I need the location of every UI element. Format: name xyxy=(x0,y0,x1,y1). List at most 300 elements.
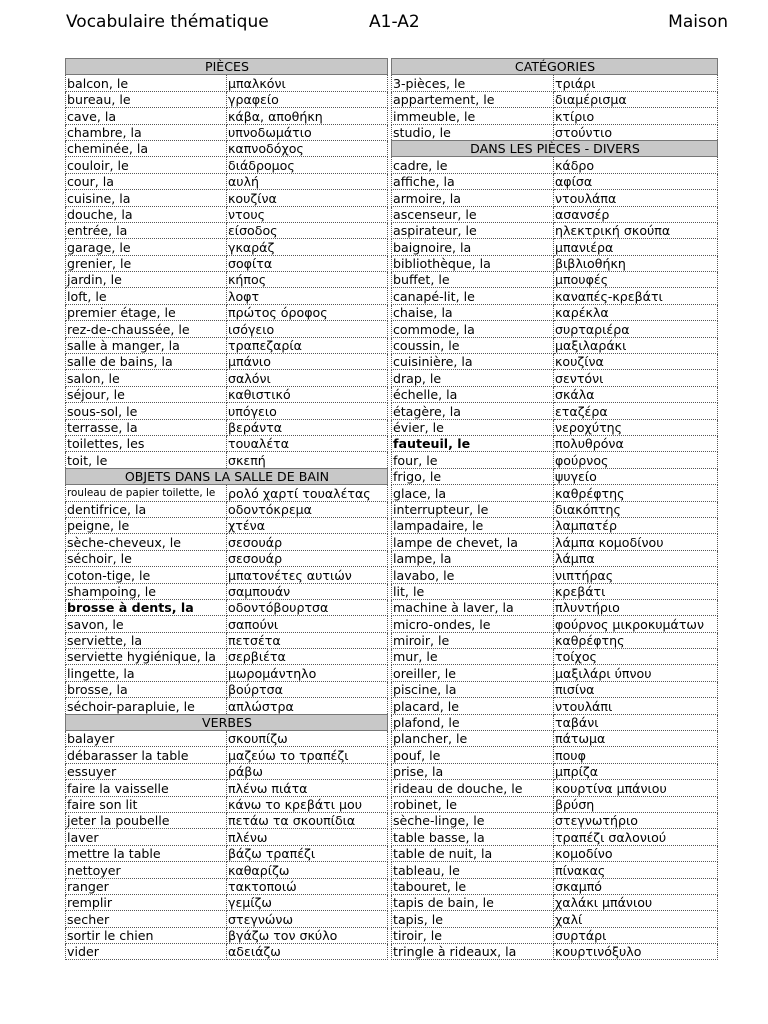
french-term: nettoyer xyxy=(66,862,227,878)
french-term: toit, le xyxy=(66,452,227,468)
vocab-row xyxy=(66,75,388,91)
french-term: faire son lit xyxy=(66,796,227,812)
section-header xyxy=(66,468,388,484)
french-term: studio, le xyxy=(392,124,554,140)
french-term: canapé-lit, le xyxy=(392,288,554,304)
vocab-row xyxy=(392,714,718,730)
vocab-row xyxy=(392,878,718,894)
french-term: four, le xyxy=(392,452,554,468)
vocab-row xyxy=(66,780,388,796)
greek-translation: ηλεκτρική σκούπα xyxy=(554,222,718,238)
vocab-row xyxy=(66,157,388,173)
vocab-row xyxy=(392,321,718,337)
vocab-row xyxy=(392,239,718,255)
greek-translation: διαμέρισμα xyxy=(554,91,718,107)
vocab-row xyxy=(66,829,388,845)
greek-translation: πετσέτα xyxy=(227,632,388,648)
greek-translation: συρταριέρα xyxy=(554,321,718,337)
greek-translation: σεσουάρ xyxy=(227,550,388,566)
greek-translation: λαμπατέρ xyxy=(554,517,718,533)
vocab-row xyxy=(66,370,388,386)
french-term: brosse à dents, la xyxy=(66,599,227,615)
greek-translation: μπανιέρα xyxy=(554,239,718,255)
vocab-row xyxy=(66,108,388,124)
greek-translation: τριάρι xyxy=(554,75,718,91)
vocab-row xyxy=(66,435,388,451)
vocab-row xyxy=(392,255,718,271)
greek-translation: καθρέφτης xyxy=(554,632,718,648)
greek-translation: κρεβάτι xyxy=(554,583,718,599)
vocab-row xyxy=(392,517,718,533)
greek-translation: ντουλάπι xyxy=(554,698,718,714)
section-header xyxy=(392,140,718,156)
french-term: placard, le xyxy=(392,698,554,714)
vocab-row xyxy=(392,75,718,91)
french-term: mettre la table xyxy=(66,845,227,861)
greek-translation: κτίριο xyxy=(554,108,718,124)
french-term: sous-sol, le xyxy=(66,403,227,419)
french-term: entrée, la xyxy=(66,222,227,238)
vocab-row xyxy=(66,616,388,632)
french-term: cave, la xyxy=(66,108,227,124)
vocab-row xyxy=(66,550,388,566)
greek-translation: βάζω τραπέζι xyxy=(227,845,388,861)
vocab-row xyxy=(66,911,388,927)
french-term: rez-de-chaussée, le xyxy=(66,321,227,337)
french-term: salle à manger, la xyxy=(66,337,227,353)
vocab-row xyxy=(392,681,718,697)
french-term: jardin, le xyxy=(66,272,227,288)
vocab-row xyxy=(66,747,388,763)
french-term: toilettes, les xyxy=(66,435,227,451)
french-term: immeuble, le xyxy=(392,108,554,124)
french-term: secher xyxy=(66,911,227,927)
french-term: commode, la xyxy=(392,321,554,337)
greek-translation: λάμπα κομοδίνου xyxy=(554,534,718,550)
greek-translation: μωρομάντηλο xyxy=(227,665,388,681)
vocabulary-table-left xyxy=(65,58,388,960)
french-term: échelle, la xyxy=(392,386,554,402)
greek-translation: κάβα, αποθήκη xyxy=(227,108,388,124)
french-term: douche, la xyxy=(66,206,227,222)
vocab-row xyxy=(392,944,718,960)
greek-translation: καθρέφτης xyxy=(554,485,718,501)
french-term: prise, la xyxy=(392,763,554,779)
section-title: OBJETS DANS LA SALLE DE BAIN xyxy=(66,468,388,484)
french-term: bureau, le xyxy=(66,91,227,107)
french-term: lit, le xyxy=(392,583,554,599)
vocab-row xyxy=(392,829,718,845)
greek-translation: βούρτσα xyxy=(227,681,388,697)
french-term: faire la vaisselle xyxy=(66,780,227,796)
greek-translation: υπνοδωμάτιο xyxy=(227,124,388,140)
greek-translation: στεγνώνω xyxy=(227,911,388,927)
french-term: oreiller, le xyxy=(392,665,554,681)
greek-translation: μαξιλάρι ύπνου xyxy=(554,665,718,681)
vocab-row xyxy=(392,599,718,615)
greek-translation: φούρνος xyxy=(554,452,718,468)
french-term: sortir le chien xyxy=(66,927,227,943)
vocab-row xyxy=(66,239,388,255)
french-term: tapis, le xyxy=(392,911,554,927)
vocab-row xyxy=(66,337,388,353)
french-term: grenier, le xyxy=(66,255,227,271)
theme-label: Maison xyxy=(668,12,728,32)
vocab-row xyxy=(392,288,718,304)
section-header xyxy=(66,59,388,75)
french-term: cadre, le xyxy=(392,157,554,173)
greek-translation: ντους xyxy=(227,206,388,222)
french-term: chambre, la xyxy=(66,124,227,140)
vocab-row xyxy=(66,681,388,697)
greek-translation: λοφτ xyxy=(227,288,388,304)
greek-translation: οδοντόκρεμα xyxy=(227,501,388,517)
french-term: lavabo, le xyxy=(392,567,554,583)
french-term: rouleau de papier toilette, le xyxy=(66,485,227,501)
french-term: micro-ondes, le xyxy=(392,616,554,632)
french-term: interrupteur, le xyxy=(392,501,554,517)
french-term: sèche-linge, le xyxy=(392,812,554,828)
vocab-row xyxy=(392,501,718,517)
greek-translation: σοφίτα xyxy=(227,255,388,271)
vocab-row xyxy=(392,386,718,402)
french-term: bibliothèque, la xyxy=(392,255,554,271)
greek-translation: σαμπουάν xyxy=(227,583,388,599)
vocab-row xyxy=(392,862,718,878)
french-term: laver xyxy=(66,829,227,845)
greek-translation: πρώτος όροφος xyxy=(227,304,388,320)
greek-translation: γραφείο xyxy=(227,91,388,107)
french-term: sèche-cheveux, le xyxy=(66,534,227,550)
french-term: séchoir-parapluie, le xyxy=(66,698,227,714)
french-term: frigo, le xyxy=(392,468,554,484)
greek-translation: πλένω xyxy=(227,829,388,845)
greek-translation: καρέκλα xyxy=(554,304,718,320)
greek-translation: πετάω τα σκουπίδια xyxy=(227,812,388,828)
french-term: affiche, la xyxy=(392,173,554,189)
greek-translation: οδοντόβουρτσα xyxy=(227,599,388,615)
greek-translation: σκάλα xyxy=(554,386,718,402)
vocab-row xyxy=(392,190,718,206)
greek-translation: πίνακας xyxy=(554,862,718,878)
french-term: table basse, la xyxy=(392,829,554,845)
vocab-row xyxy=(66,796,388,812)
french-term: table de nuit, la xyxy=(392,845,554,861)
vocab-row xyxy=(392,157,718,173)
vocab-row xyxy=(392,206,718,222)
greek-translation: συρτάρι xyxy=(554,927,718,943)
vocab-row xyxy=(66,878,388,894)
greek-translation: υπόγειο xyxy=(227,403,388,419)
greek-translation: σερβιέτα xyxy=(227,649,388,665)
french-term: miroir, le xyxy=(392,632,554,648)
vocab-row xyxy=(392,124,718,140)
section-header xyxy=(392,59,718,75)
french-term: loft, le xyxy=(66,288,227,304)
french-term: balayer xyxy=(66,731,227,747)
vocab-row xyxy=(66,354,388,370)
vocab-row xyxy=(66,173,388,189)
french-term: mur, le xyxy=(392,649,554,665)
vocab-row xyxy=(392,550,718,566)
greek-translation: είσοδος xyxy=(227,222,388,238)
french-term: vider xyxy=(66,944,227,960)
greek-translation: σαπούνι xyxy=(227,616,388,632)
vocab-row xyxy=(66,944,388,960)
document-title: Vocabulaire thématique xyxy=(66,12,269,32)
french-term: ranger xyxy=(66,878,227,894)
greek-translation: κομοδίνο xyxy=(554,845,718,861)
greek-translation: βγάζω τον σκύλο xyxy=(227,927,388,943)
greek-translation: μπαλκόνι xyxy=(227,75,388,91)
greek-translation: μπάνιο xyxy=(227,354,388,370)
greek-translation: απλώστρα xyxy=(227,698,388,714)
vocab-row xyxy=(66,698,388,714)
vocab-row xyxy=(66,255,388,271)
greek-translation: κουρτινόξυλο xyxy=(554,944,718,960)
greek-translation: τραπέζι σαλονιού xyxy=(554,829,718,845)
french-term: garage, le xyxy=(66,239,227,255)
vocab-row xyxy=(66,124,388,140)
vocab-row xyxy=(66,501,388,517)
french-term: terrasse, la xyxy=(66,419,227,435)
french-term: tableau, le xyxy=(392,862,554,878)
french-term: peigne, le xyxy=(66,517,227,533)
greek-translation: φούρνος μικροκυμάτων xyxy=(554,616,718,632)
vocab-row xyxy=(66,321,388,337)
french-term: tabouret, le xyxy=(392,878,554,894)
vocab-row xyxy=(392,780,718,796)
greek-translation: μπατονέτες αυτιών xyxy=(227,567,388,583)
greek-translation: σκουπίζω xyxy=(227,731,388,747)
vocab-row xyxy=(66,91,388,107)
french-term: dentifrice, la xyxy=(66,501,227,517)
vocab-row xyxy=(66,140,388,156)
vocab-row xyxy=(66,452,388,468)
greek-translation: καθαρίζω xyxy=(227,862,388,878)
vocab-row xyxy=(392,698,718,714)
vocab-row xyxy=(66,567,388,583)
vocab-row xyxy=(392,583,718,599)
french-term: pouf, le xyxy=(392,747,554,763)
vocab-row xyxy=(392,763,718,779)
section-title: DANS LES PIÈCES - DIVERS xyxy=(392,140,718,156)
greek-translation: γκαράζ xyxy=(227,239,388,255)
vocab-row xyxy=(392,485,718,501)
french-term: couloir, le xyxy=(66,157,227,173)
vocab-row xyxy=(392,812,718,828)
greek-translation: κουρτίνα μπάνιου xyxy=(554,780,718,796)
french-term: glace, la xyxy=(392,485,554,501)
greek-translation: μπουφές xyxy=(554,272,718,288)
greek-translation: κουζίνα xyxy=(554,354,718,370)
level-label: A1-A2 xyxy=(369,12,420,32)
vocab-row xyxy=(392,845,718,861)
vocab-row xyxy=(66,599,388,615)
french-term: tringle à rideaux, la xyxy=(392,944,554,960)
greek-translation: μαξιλαράκι xyxy=(554,337,718,353)
french-term: drap, le xyxy=(392,370,554,386)
greek-translation: μαζεύω το τραπέζι xyxy=(227,747,388,763)
section-title: PIÈCES xyxy=(66,59,388,75)
greek-translation: σεντόνι xyxy=(554,370,718,386)
greek-translation: αφίσα xyxy=(554,173,718,189)
greek-translation: πλένω πιάτα xyxy=(227,780,388,796)
french-term: tiroir, le xyxy=(392,927,554,943)
french-term: aspirateur, le xyxy=(392,222,554,238)
french-term: ascenseur, le xyxy=(392,206,554,222)
french-term: coussin, le xyxy=(392,337,554,353)
greek-translation: τραπεζαρία xyxy=(227,337,388,353)
vocab-row xyxy=(66,862,388,878)
french-term: brosse, la xyxy=(66,681,227,697)
vocab-row xyxy=(66,583,388,599)
vocab-row xyxy=(66,206,388,222)
greek-translation: πουφ xyxy=(554,747,718,763)
vocab-row xyxy=(66,649,388,665)
french-term: serviette hygiénique, la xyxy=(66,649,227,665)
french-term: tapis de bain, le xyxy=(392,894,554,910)
vocab-row xyxy=(66,812,388,828)
vocab-row xyxy=(392,272,718,288)
section-title: VERBES xyxy=(66,714,388,730)
vocab-row xyxy=(392,173,718,189)
greek-translation: ντουλάπα xyxy=(554,190,718,206)
greek-translation: ράβω xyxy=(227,763,388,779)
vocab-row xyxy=(392,927,718,943)
vocab-row xyxy=(66,403,388,419)
vocab-row xyxy=(392,370,718,386)
greek-translation: μπρίζα xyxy=(554,763,718,779)
french-term: étagère, la xyxy=(392,403,554,419)
vocab-row xyxy=(392,665,718,681)
greek-translation: διάδρομος xyxy=(227,157,388,173)
vocab-row xyxy=(66,731,388,747)
greek-translation: πάτωμα xyxy=(554,731,718,747)
vocab-row xyxy=(392,534,718,550)
greek-translation: κάνω το κρεβάτι μου xyxy=(227,796,388,812)
vocab-row xyxy=(392,452,718,468)
vocab-row xyxy=(66,517,388,533)
vocab-row xyxy=(66,665,388,681)
vocab-row xyxy=(392,747,718,763)
greek-translation: χαλάκι μπάνιου xyxy=(554,894,718,910)
french-term: buffet, le xyxy=(392,272,554,288)
greek-translation: καθιστικό xyxy=(227,386,388,402)
vocab-row xyxy=(66,485,388,501)
section-header xyxy=(66,714,388,730)
french-term: chaise, la xyxy=(392,304,554,320)
greek-translation: τακτοποιώ xyxy=(227,878,388,894)
greek-translation: πλυντήριο xyxy=(554,599,718,615)
greek-translation: κάδρο xyxy=(554,157,718,173)
greek-translation: χαλί xyxy=(554,911,718,927)
vocab-row xyxy=(392,894,718,910)
french-term: lampe, la xyxy=(392,550,554,566)
section-title: CATÉGORIES xyxy=(392,59,718,75)
greek-translation: βρύση xyxy=(554,796,718,812)
greek-translation: νεροχύτης xyxy=(554,419,718,435)
vocab-row xyxy=(66,845,388,861)
vocab-row xyxy=(66,419,388,435)
vocab-row xyxy=(392,419,718,435)
french-term: remplir xyxy=(66,894,227,910)
greek-translation: γεμίζω xyxy=(227,894,388,910)
vocabulary-table-right xyxy=(391,58,718,960)
greek-translation: τοίχος xyxy=(554,649,718,665)
greek-translation: εταζέρα xyxy=(554,403,718,419)
greek-translation: βιβλιοθήκη xyxy=(554,255,718,271)
french-term: baignoire, la xyxy=(392,239,554,255)
vocab-row xyxy=(392,403,718,419)
vocab-row xyxy=(66,222,388,238)
greek-translation: βεράντα xyxy=(227,419,388,435)
french-term: 3-pièces, le xyxy=(392,75,554,91)
greek-translation: λάμπα xyxy=(554,550,718,566)
vocab-row xyxy=(392,567,718,583)
vocab-row xyxy=(66,632,388,648)
french-term: piscine, la xyxy=(392,681,554,697)
vocab-row xyxy=(392,616,718,632)
greek-translation: πολυθρόνα xyxy=(554,435,718,451)
french-term: fauteuil, le xyxy=(392,435,554,451)
french-term: séchoir, le xyxy=(66,550,227,566)
french-term: lampadaire, le xyxy=(392,517,554,533)
french-term: cour, la xyxy=(66,173,227,189)
french-term: serviette, la xyxy=(66,632,227,648)
french-term: évier, le xyxy=(392,419,554,435)
vocab-row xyxy=(392,108,718,124)
french-term: salle de bains, la xyxy=(66,354,227,370)
french-term: rideau de douche, le xyxy=(392,780,554,796)
french-term: séjour, le xyxy=(66,386,227,402)
vocab-row xyxy=(392,354,718,370)
french-term: essuyer xyxy=(66,763,227,779)
french-term: balcon, le xyxy=(66,75,227,91)
vocab-row xyxy=(392,731,718,747)
greek-translation: σκεπή xyxy=(227,452,388,468)
vocab-row xyxy=(66,534,388,550)
greek-translation: πισίνα xyxy=(554,681,718,697)
greek-translation: σαλόνι xyxy=(227,370,388,386)
greek-translation: ψυγείο xyxy=(554,468,718,484)
vocab-row xyxy=(392,632,718,648)
greek-translation: χτένα xyxy=(227,517,388,533)
greek-translation: αυλή xyxy=(227,173,388,189)
french-term: coton-tige, le xyxy=(66,567,227,583)
french-term: cuisinière, la xyxy=(392,354,554,370)
vocab-row xyxy=(66,190,388,206)
french-term: robinet, le xyxy=(392,796,554,812)
greek-translation: κήπος xyxy=(227,272,388,288)
french-term: appartement, le xyxy=(392,91,554,107)
greek-translation: στούντιο xyxy=(554,124,718,140)
french-term: plafond, le xyxy=(392,714,554,730)
greek-translation: καπνοδόχος xyxy=(227,140,388,156)
vocab-row xyxy=(392,468,718,484)
vocab-row xyxy=(392,91,718,107)
greek-translation: σεσουάρ xyxy=(227,534,388,550)
french-term: machine à laver, la xyxy=(392,599,554,615)
greek-translation: ταβάνι xyxy=(554,714,718,730)
vocab-row xyxy=(66,386,388,402)
vocab-row xyxy=(66,927,388,943)
vocab-row xyxy=(392,435,718,451)
vocab-row xyxy=(66,763,388,779)
vocab-row xyxy=(66,272,388,288)
greek-translation: καναπές-κρεβάτι xyxy=(554,288,718,304)
french-term: plancher, le xyxy=(392,731,554,747)
